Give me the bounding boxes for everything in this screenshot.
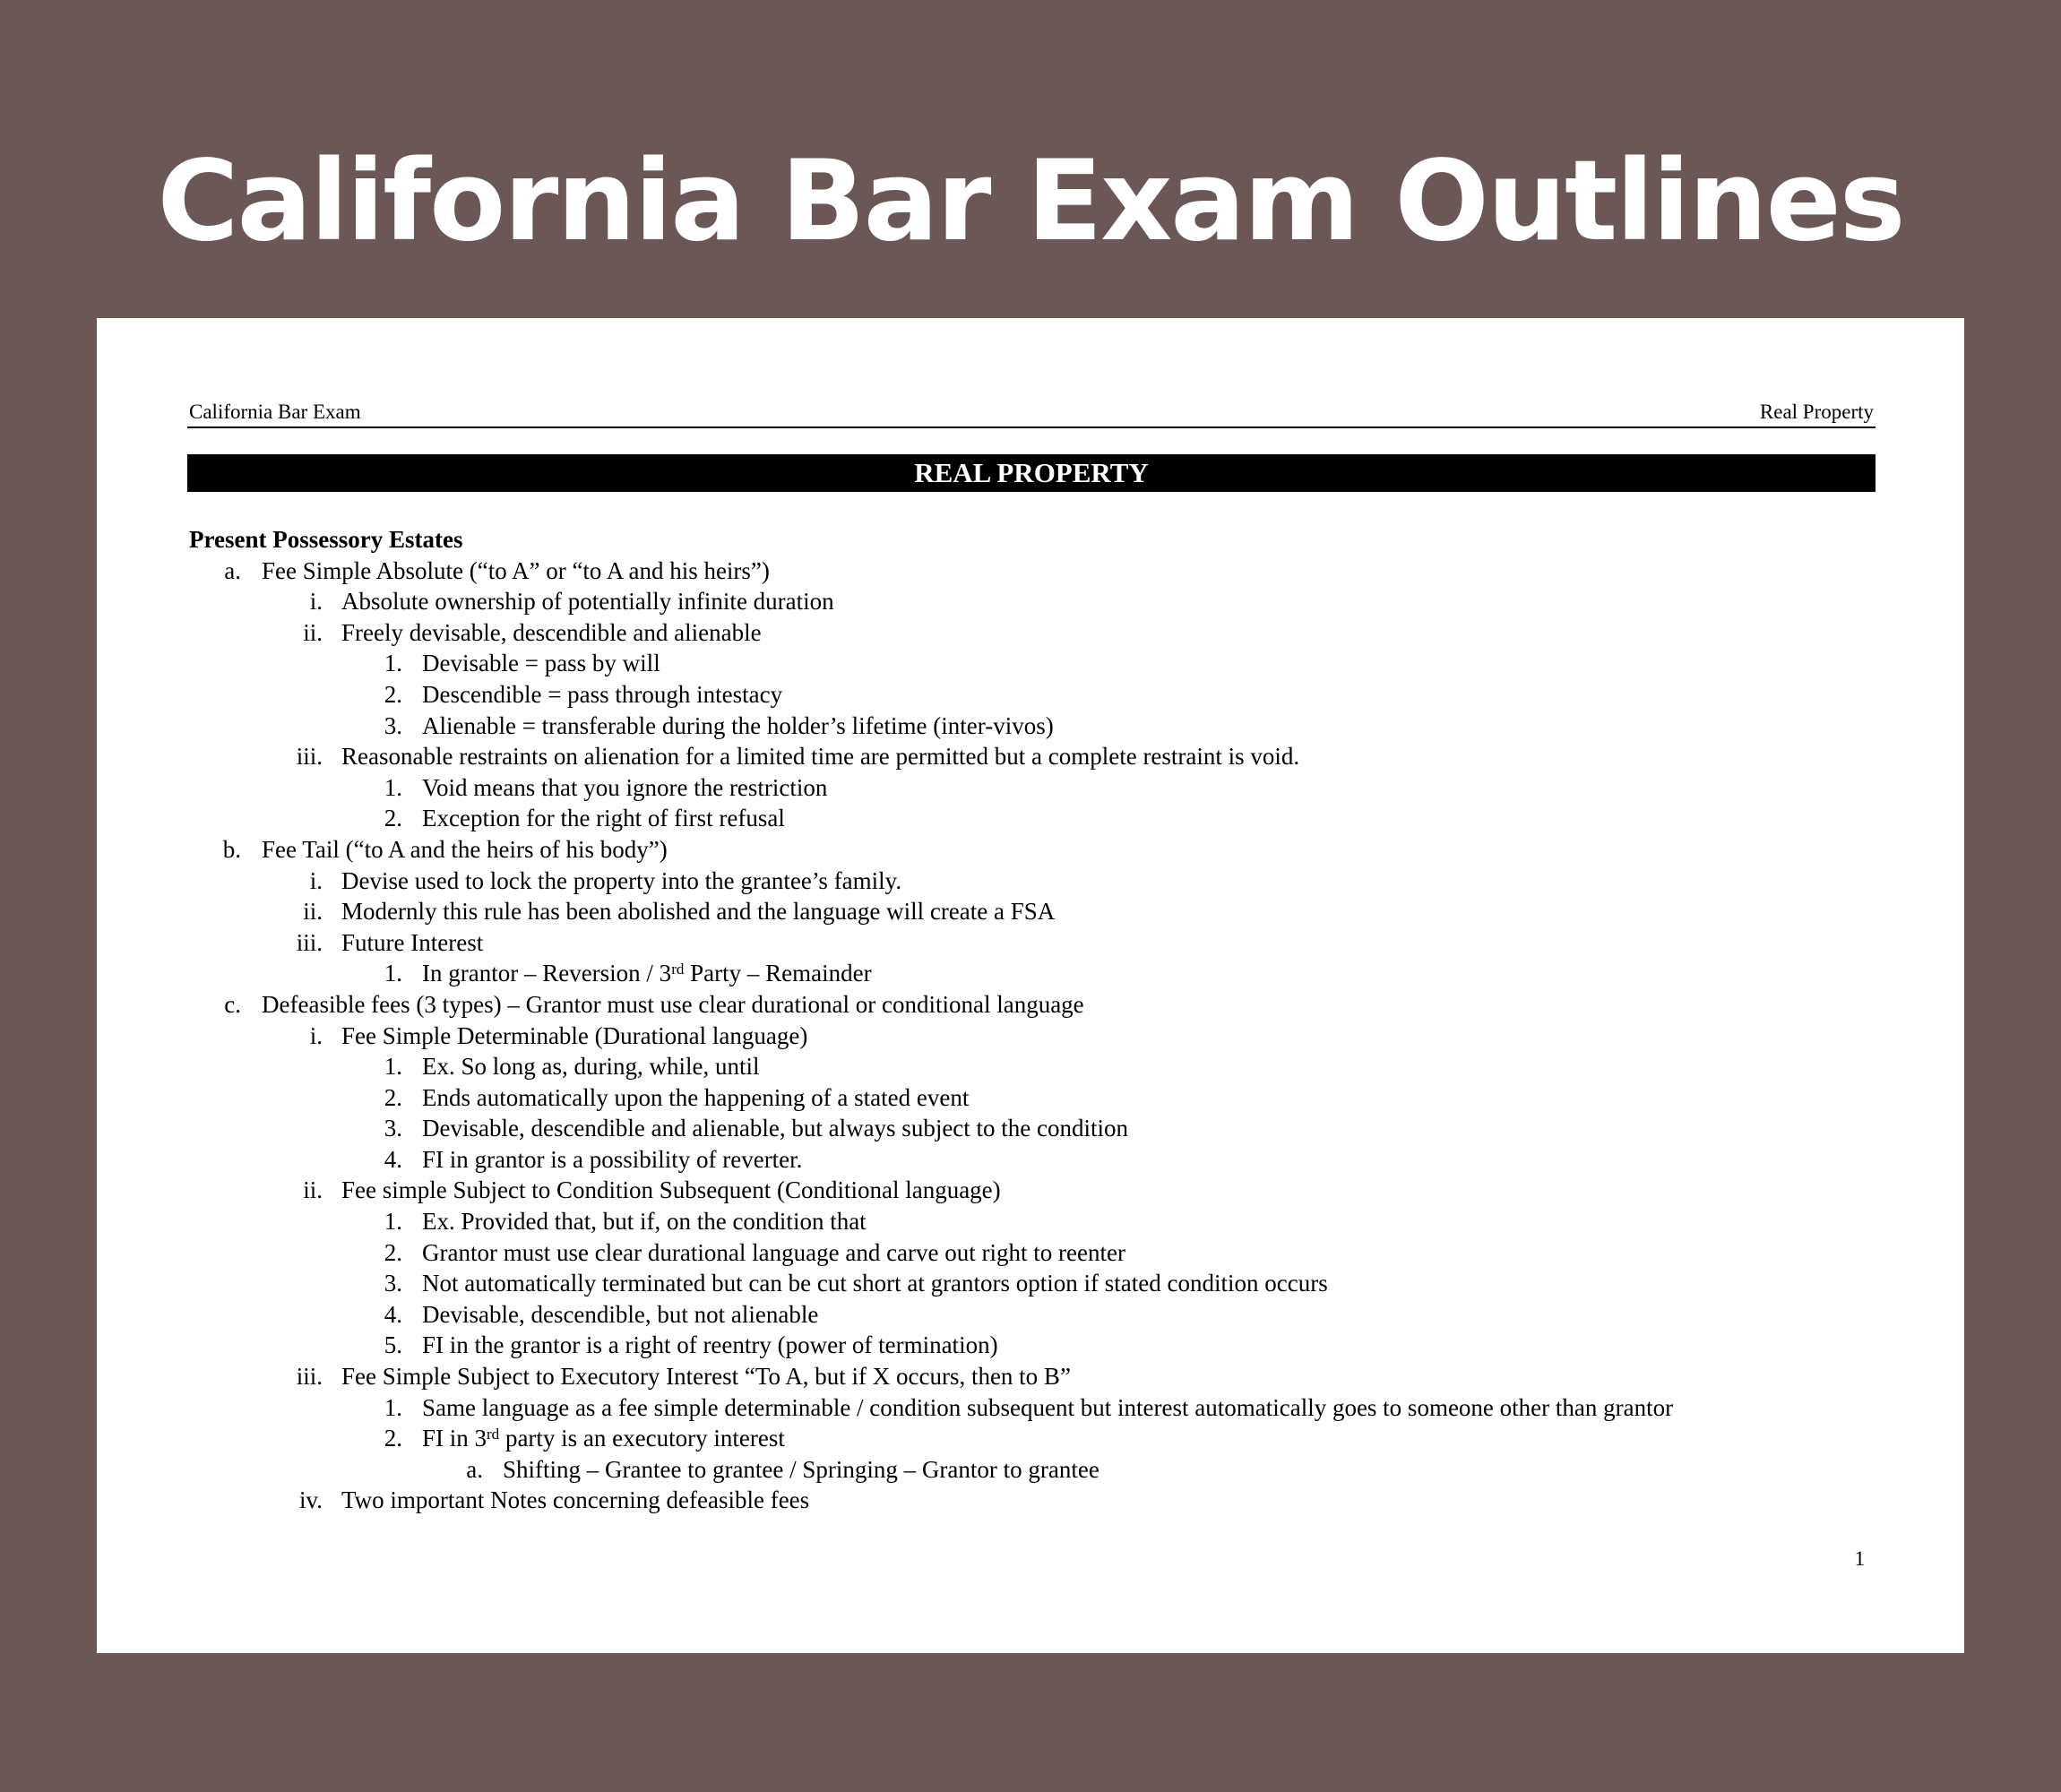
outline-item	[97, 1454, 1964, 1486]
outline-text: Modernly this rule has been abolished and the language will create a FSA	[341, 898, 1056, 926]
outline-item	[97, 989, 1964, 1021]
outline-item	[97, 1206, 1964, 1237]
outline-marker: iii.	[296, 743, 323, 771]
outline-marker: 4.	[384, 1300, 402, 1328]
document-page	[97, 318, 1964, 1653]
outline-text: Devisable, descendible and alienable, but always subject to the condition	[422, 1115, 1129, 1142]
outline-text: Ex. Provided that, but if, on the condition that	[422, 1208, 867, 1236]
outline-marker: 2.	[384, 1238, 402, 1266]
outline-marker: 1.	[384, 1393, 402, 1421]
document-header	[187, 396, 1876, 428]
outline-item	[97, 1330, 1964, 1361]
outline-item	[97, 617, 1964, 649]
outline-text: Fee Tail (“to A and the heirs of his body”)	[262, 835, 668, 863]
outline-marker: 1.	[384, 1208, 402, 1236]
outline-text: Not automatically terminated but can be cut short at grantors option if stated condition occurs	[422, 1270, 1328, 1297]
outline-item	[97, 1144, 1964, 1176]
outline-marker: c.	[224, 990, 241, 1018]
outline-text	[422, 1423, 785, 1454]
outline-text: Absolute ownership of potentially infinite duration	[341, 588, 834, 616]
outline-item	[97, 679, 1964, 711]
page-number: 1	[1854, 1547, 1865, 1570]
outline-item	[97, 711, 1964, 742]
outline-marker: i.	[309, 866, 323, 894]
outline-superscript: rd	[671, 961, 685, 978]
outline-text: Ex. So long as, during, while, until	[422, 1053, 760, 1081]
outline-marker: 2.	[384, 1083, 402, 1111]
outline-item	[97, 1113, 1964, 1144]
outline-marker: i.	[309, 588, 323, 616]
outline-text	[422, 958, 872, 989]
outline-item	[97, 1268, 1964, 1299]
outline-item	[97, 1423, 1964, 1454]
outline-marker: a.	[466, 1455, 483, 1483]
header-right: Real Property	[1759, 401, 1874, 423]
outline-heading: Present Possessory Estates	[189, 526, 463, 553]
outline-item	[97, 1082, 1964, 1114]
outline-text: Descendible = pass through intestacy	[422, 680, 783, 708]
outline-text: Devisable, descendible, but not alienable	[422, 1300, 819, 1328]
outline-item	[97, 896, 1964, 927]
outline-marker: 3.	[384, 1270, 402, 1297]
outline-marker: 2.	[384, 805, 402, 832]
outline-text: Alienable = transferable during the holder’s lifetime (inter-vivos)	[422, 711, 1054, 739]
outline-item	[97, 1485, 1964, 1516]
outline-text: Ends automatically upon the happening of a stated event	[422, 1083, 970, 1111]
outline-text: Reasonable restraints on alienation for a limited time are permitted but a complete restraint is void.	[341, 743, 1300, 771]
outline-item	[97, 958, 1964, 989]
outline-item	[97, 586, 1964, 617]
outline-text: FI in the grantor is a right of reentry (power of termination)	[422, 1331, 998, 1359]
outline-item	[97, 803, 1964, 834]
outline-item	[97, 741, 1964, 772]
outline-marker: 1.	[384, 773, 402, 801]
outline-text: Fee Simple Absolute (“to A” or “to A and his heirs”)	[262, 556, 770, 584]
outline-item	[97, 1237, 1964, 1269]
outline-marker: a.	[224, 556, 241, 584]
outline-marker: 4.	[384, 1145, 402, 1173]
outline-text: Grantor must use clear durational language and carve out right to reenter	[422, 1238, 1125, 1266]
outline-marker: iii.	[296, 1363, 323, 1391]
outline-text: Exception for the right of first refusal	[422, 805, 785, 832]
outline-text: Defeasible fees (3 types) – Grantor must use clear durational or conditional language	[262, 990, 1084, 1018]
outline-marker: 1.	[384, 1053, 402, 1081]
outline-text: Fee simple Subject to Condition Subsequent (Conditional language)	[341, 1176, 1001, 1204]
outline-item	[97, 1361, 1964, 1392]
outline	[97, 524, 1964, 1516]
outline-text: Shifting – Grantee to grantee / Springing – Grantor to grantee	[503, 1455, 1099, 1483]
outline-item	[97, 556, 1964, 587]
outline-marker: 1.	[384, 960, 402, 987]
outline-text: Same language as a fee simple determinable / condition subsequent but interest automatically goes to someone other than grantor	[422, 1393, 1674, 1421]
outline-text: Fee Simple Determinable (Durational language)	[341, 1021, 808, 1049]
outline-item	[97, 1392, 1964, 1424]
outline-marker: ii.	[303, 618, 323, 646]
outline-marker: 5.	[384, 1331, 402, 1359]
outline-marker: i.	[309, 1021, 323, 1049]
outline-text: Devise used to lock the property into the grantee’s family.	[341, 866, 902, 894]
outline-text-part: party is an executory interest	[499, 1425, 785, 1452]
outline-marker: b.	[222, 835, 241, 863]
outline-text: FI in grantor is a possibility of reverter.	[422, 1145, 803, 1173]
outline-marker: 1.	[384, 650, 402, 677]
outline-item	[97, 772, 1964, 804]
outline-text: Devisable = pass by will	[422, 650, 660, 677]
outline-item	[97, 927, 1964, 959]
outline-marker: 3.	[384, 711, 402, 739]
outline-marker: 2.	[384, 1425, 402, 1452]
outline-text: Freely devisable, descendible and alienable	[341, 618, 762, 646]
banner-title: California Bar Exam Outlines	[157, 137, 1904, 266]
outline-text: Fee Simple Subject to Executory Interest “To A, but if X occurs, then to B”	[341, 1363, 1071, 1391]
outline-marker: ii.	[303, 1176, 323, 1204]
section-title-bar: REAL PROPERTY	[187, 454, 1876, 492]
outline-item	[97, 1175, 1964, 1206]
outline-item	[97, 648, 1964, 679]
outline-item	[97, 1021, 1964, 1052]
outline-marker: 2.	[384, 680, 402, 708]
outline-item	[97, 834, 1964, 866]
outline-item	[97, 1299, 1964, 1331]
outline-item	[97, 1051, 1964, 1082]
outline-text-part: FI in 3	[422, 1425, 487, 1452]
outline-text: Future Interest	[341, 928, 484, 956]
outline-superscript: rd	[487, 1426, 500, 1443]
header-left: California Bar Exam	[189, 401, 361, 423]
outline-marker: 3.	[384, 1115, 402, 1142]
outline-marker: iv.	[299, 1486, 323, 1514]
outline-text-part: Party – Remainder	[684, 960, 872, 987]
outline-text: Two important Notes concerning defeasible fees	[341, 1486, 810, 1514]
outline-text: Void means that you ignore the restriction	[422, 773, 828, 801]
outline-item	[97, 866, 1964, 897]
outline-marker: ii.	[303, 898, 323, 926]
outline-text-part: In grantor – Reversion / 3	[422, 960, 672, 987]
outline-marker: iii.	[296, 928, 323, 956]
